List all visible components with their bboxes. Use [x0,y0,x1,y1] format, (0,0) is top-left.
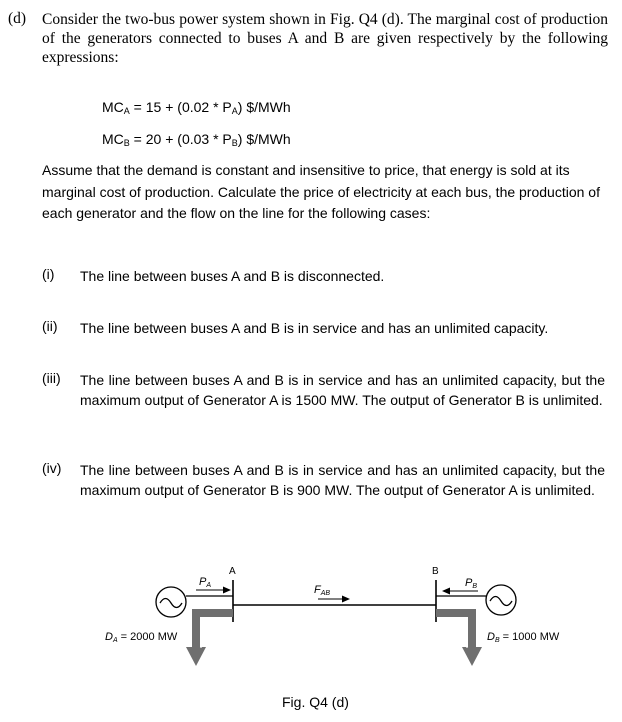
assumption-paragraph: Assume that the demand is constant and insensitive to price, that energy is sold at its marginal cost of production. Calculate the price of electricity at each bus, the production of each generator and the flow on the line for the following cases: [42,162,600,221]
case-ii-number: (ii) [42,318,58,334]
eq-a-rhs: ) $/MWh [237,99,291,115]
figure-caption: Fig. Q4 (d) [282,694,349,710]
eq-b-mid-sub: B [231,138,238,148]
eq-a-mid-sub: A [231,106,238,116]
case-iii-text: The line between buses A and B is in service and has an unlimited capacity, but the maximum output of Generator A is 1500 MW. The output of Generator B is unlimited. [80,372,605,408]
eq-b-lhs-sub: B [123,138,130,148]
case-iv-text: The line between buses A and B is in service and has an unlimited capacity, but the maximum output of Generator B is 900 MW. The output of Generator A is unlimited. [80,462,605,498]
case-i-text: The line between buses A and B is disconnected. [80,268,385,284]
eq-a-lhs-sub: A [123,106,130,116]
case-iii-number: (iii) [42,370,61,386]
eq-b-mid: = 20 + (0.03 * P [129,131,232,147]
case-ii-text: The line between buses A and B is in service and has an unlimited capacity. [80,320,549,336]
bus-a-label: A [229,566,236,577]
demand-a-arrow-icon [186,647,206,666]
eq-b-lhs: MC [102,131,124,147]
eq-a-lhs: MC [102,99,124,115]
pb-label: PB [465,577,478,590]
pa-label: PA [199,576,212,589]
demand-a-label: DA = 2000 MW [105,631,178,644]
question-intro: Consider the two-bus power system shown in Fig. Q4 (d). The marginal cost of production of the generators connected to buses A and B are given respectively by the following expressions: [42,11,608,66]
question-label: (d) [8,10,27,27]
pb-arrow-head [442,588,450,595]
eq-b-rhs: ) $/MWh [237,131,291,147]
demand-b-arrow-icon [462,647,482,666]
pa-arrow-head [223,587,231,594]
case-iv-number: (iv) [42,460,62,476]
case-i-number: (i) [42,266,55,282]
demand-b-label: DB = 1000 MW [487,631,560,644]
eq-a-mid: = 15 + (0.02 * P [129,99,232,115]
fab-arrow-head [342,596,350,603]
bus-b-label: B [432,566,439,577]
fab-label: FAB [314,584,331,597]
